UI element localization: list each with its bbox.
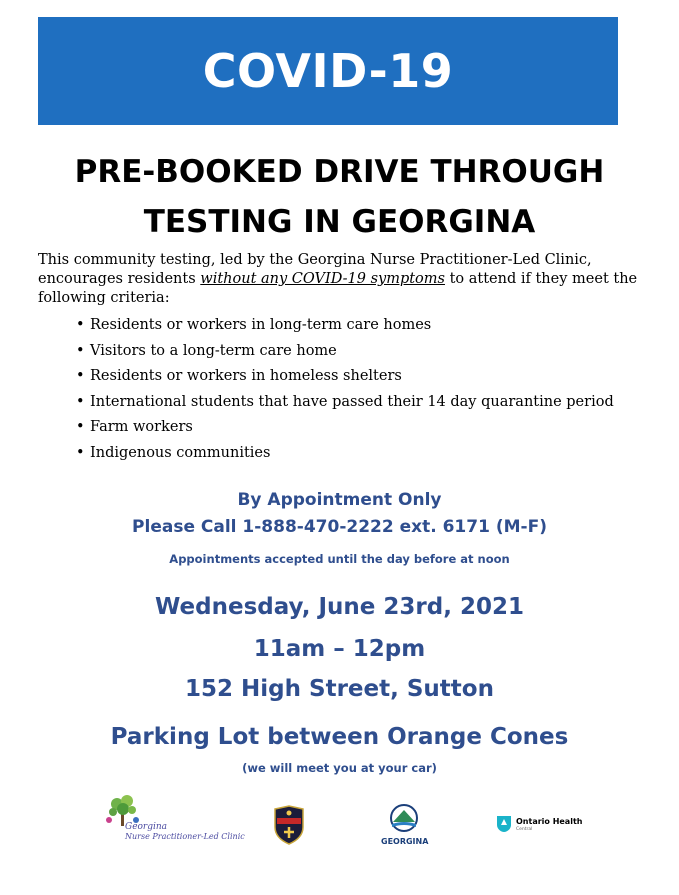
bullet: • (76, 317, 85, 333)
clinic-name-line2: Nurse Practitioner-Led Clinic (125, 832, 245, 841)
paramedic-badge-logo (272, 805, 306, 845)
georgina-logo (381, 803, 427, 849)
event-location: Parking Lot between Orange Cones (110, 724, 569, 750)
list-item (76, 415, 676, 441)
covid-banner (38, 17, 618, 125)
bullet: • (76, 342, 85, 359)
criteria-text: Farm workers (90, 419, 193, 436)
paramedic-badge-icon (272, 805, 306, 845)
main-title-line1: PRE-BOOKED DRIVE THROUGH (74, 154, 605, 190)
list-item (76, 441, 676, 467)
event-date: Wednesday, June 23rd, 2021 (155, 594, 524, 620)
criteria-text: Residents or workers in homeless shelters (90, 368, 402, 385)
ontario-health-label: Ontario Health (516, 817, 583, 826)
appointment-only-label: By Appointment Only (237, 490, 442, 510)
bullet: • (76, 368, 85, 385)
list-item (76, 390, 676, 416)
main-title-line2: TESTING IN GEORGINA (143, 204, 536, 240)
georgina-label: GEORGINA (381, 837, 429, 846)
georgina-emblem-icon (381, 803, 427, 837)
intro-emphasis: without any COVID-19 symptoms (200, 271, 445, 287)
criteria-text: International students that have passed their 14 day quarantine period (90, 393, 614, 410)
clinic-name-line1: Georgina (125, 822, 168, 832)
list-item (76, 339, 676, 365)
phone-number: Please Call 1-888-470-2222 ext. 6171 (M-F) (132, 517, 547, 537)
criteria-text: Indigenous communities (90, 444, 271, 461)
clinic-logo (103, 792, 245, 842)
intro-text-after: to attend if they meet the following criteria: (38, 271, 638, 306)
bullet: • (76, 419, 85, 436)
criteria-list (76, 313, 676, 467)
event-address: 152 High Street, Sutton (185, 676, 494, 702)
event-time: 11am – 12pm (253, 636, 426, 662)
criteria-text: Visitors to a long-term care home (90, 342, 337, 359)
bullet: • (76, 393, 85, 410)
intro-text-before: This community testing, led by the Georgina Nurse Practitioner-Led Clinic, encourages residents (38, 252, 592, 287)
event-location-note: (we will meet you at your car) (242, 761, 437, 775)
criteria-text: Residents or workers in long-term care homes (90, 317, 432, 333)
banner-title: COVID-19 (202, 44, 454, 98)
ontario-trillium-icon (496, 815, 512, 833)
appointment-note: Appointments accepted until the day before at noon (169, 552, 510, 566)
ontario-health-sublabel: Central (516, 827, 533, 832)
list-item (76, 364, 676, 390)
ontario-health-logo (496, 815, 586, 837)
intro-paragraph (38, 251, 643, 308)
list-item (76, 313, 676, 339)
bullet: • (76, 444, 85, 461)
